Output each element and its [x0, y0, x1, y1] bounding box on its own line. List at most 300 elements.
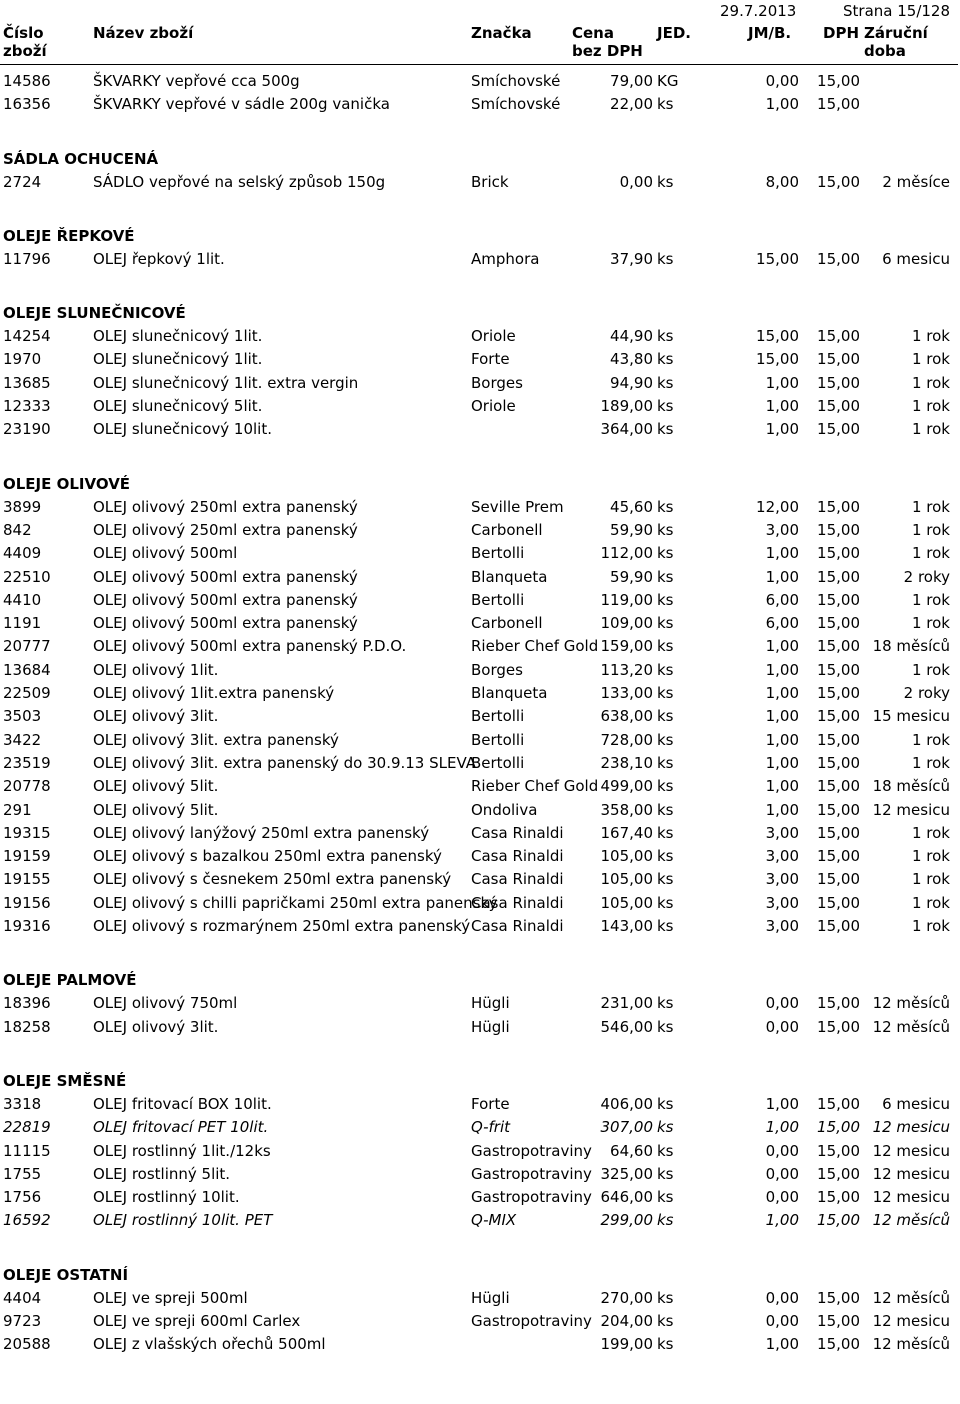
- item-unit: ks: [657, 1288, 674, 1307]
- item-warranty: 2 roky: [903, 567, 950, 586]
- item-warranty: 1 rok: [911, 870, 950, 889]
- item-jmb: 1,00: [765, 373, 799, 392]
- table-row: [0, 589, 960, 612]
- item-unit: ks: [657, 1335, 674, 1354]
- item-name: OLEJ olivový 1lit.: [93, 660, 219, 679]
- header-cena-2: bez DPH: [572, 42, 643, 60]
- item-unit: ks: [657, 544, 674, 563]
- item-dph: 15,00: [817, 1118, 860, 1137]
- item-brand: Carbonell: [471, 614, 543, 633]
- item-price: 119,00: [600, 590, 653, 609]
- item-id: 16356: [3, 95, 51, 114]
- item-id: 3422: [3, 730, 42, 749]
- header-cena: Cena: [572, 24, 614, 42]
- item-warranty: 12 měsíců: [872, 994, 950, 1013]
- item-unit: ks: [657, 660, 674, 679]
- item-name: OLEJ slunečnicový 1lit. extra vergin: [93, 373, 359, 392]
- table-row: [0, 775, 960, 798]
- item-price: 167,40: [600, 823, 653, 842]
- item-jmb: 8,00: [765, 172, 799, 191]
- item-price: 199,00: [600, 1335, 653, 1354]
- item-jmb: 6,00: [765, 590, 799, 609]
- item-jmb: 0,00: [765, 1188, 799, 1207]
- item-price: 22,00: [610, 95, 653, 114]
- item-price: 59,90: [610, 567, 653, 586]
- item-name: OLEJ slunečnicový 1lit.: [93, 350, 263, 369]
- item-unit: ks: [657, 800, 674, 819]
- item-unit: ks: [657, 1211, 674, 1230]
- item-brand: Casa Rinaldi: [471, 893, 564, 912]
- item-price: 37,90: [610, 249, 653, 268]
- header-cislo: Číslo: [3, 24, 44, 42]
- header-zarucni: Záruční: [864, 24, 928, 42]
- item-brand: Hügli: [471, 1288, 510, 1307]
- header-cislo-2: zboží: [3, 42, 47, 60]
- item-price: 307,00: [600, 1118, 653, 1137]
- item-dph: 15,00: [817, 1164, 860, 1183]
- item-name: OLEJ rostlinný 10lit.: [93, 1188, 240, 1207]
- table-row: [0, 171, 960, 194]
- item-dph: 15,00: [817, 847, 860, 866]
- item-unit: ks: [657, 1118, 674, 1137]
- item-name: OLEJ olivový s česnekem 250ml extra panenský: [93, 870, 452, 889]
- item-id: 18396: [3, 994, 51, 1013]
- item-jmb: 0,00: [765, 1311, 799, 1330]
- item-brand: Casa Rinaldi: [471, 847, 564, 866]
- item-warranty: 12 mesicu: [872, 1164, 950, 1183]
- item-jmb: 3,00: [765, 870, 799, 889]
- item-unit: ks: [657, 1094, 674, 1113]
- item-unit: ks: [657, 249, 674, 268]
- item-unit: ks: [657, 397, 674, 416]
- item-warranty: 1 rok: [911, 847, 950, 866]
- item-brand: Gastropotraviny: [471, 1188, 592, 1207]
- item-unit: ks: [657, 1017, 674, 1036]
- item-price: 728,00: [600, 730, 653, 749]
- table-row: [0, 1116, 960, 1139]
- item-price: 325,00: [600, 1164, 653, 1183]
- item-warranty: 1 rok: [911, 497, 950, 516]
- item-price: 45,60: [610, 497, 653, 516]
- item-id: 11796: [3, 249, 51, 268]
- item-price: 270,00: [600, 1288, 653, 1307]
- item-jmb: 1,00: [765, 730, 799, 749]
- price-list: [0, 70, 960, 1357]
- item-brand: Bertolli: [471, 590, 525, 609]
- section-gap: [0, 1233, 960, 1264]
- item-unit: ks: [657, 567, 674, 586]
- item-name: OLEJ řepkový 1lit.: [93, 249, 225, 268]
- report-date: 29.7.2013: [720, 2, 797, 20]
- item-jmb: 3,00: [765, 847, 799, 866]
- table-row: [0, 1016, 960, 1039]
- table-row: [0, 892, 960, 915]
- section-heading: OLEJE SLUNEČNICOVÉ: [3, 304, 186, 323]
- item-price: 546,00: [600, 1017, 653, 1036]
- item-id: 20588: [3, 1335, 51, 1354]
- item-id: 4410: [3, 590, 42, 609]
- table-row: [0, 822, 960, 845]
- item-dph: 15,00: [817, 1211, 860, 1230]
- item-unit: ks: [657, 994, 674, 1013]
- item-unit: ks: [657, 777, 674, 796]
- item-dph: 15,00: [817, 614, 860, 633]
- item-jmb: 1,00: [765, 1211, 799, 1230]
- item-jmb: 1,00: [765, 753, 799, 772]
- item-warranty: 2 měsíce: [882, 172, 950, 191]
- item-jmb: 1,00: [765, 420, 799, 439]
- item-unit: ks: [657, 753, 674, 772]
- item-brand: Casa Rinaldi: [471, 823, 564, 842]
- item-id: 19155: [3, 870, 51, 889]
- item-brand: Casa Rinaldi: [471, 917, 564, 936]
- item-brand: Hügli: [471, 994, 510, 1013]
- table-row: [0, 1186, 960, 1209]
- item-unit: ks: [657, 497, 674, 516]
- item-name: OLEJ olivový 250ml extra panenský: [93, 520, 358, 539]
- section-gap: [0, 117, 960, 148]
- item-id: 22819: [3, 1118, 51, 1137]
- item-unit: ks: [657, 327, 674, 346]
- item-warranty: 1 rok: [911, 327, 950, 346]
- item-dph: 15,00: [817, 660, 860, 679]
- item-id: 1970: [3, 350, 42, 369]
- section-heading: OLEJE SMĚSNÉ: [3, 1071, 127, 1090]
- item-brand: Carbonell: [471, 520, 543, 539]
- item-id: 842: [3, 520, 32, 539]
- table-row: [0, 542, 960, 565]
- item-price: 79,00: [610, 72, 653, 90]
- item-warranty: 1 rok: [911, 520, 950, 539]
- table-row: [0, 372, 960, 395]
- item-name: OLEJ olivový 500ml extra panenský P.D.O.: [93, 637, 407, 656]
- section-heading: OLEJE ŘEPKOVÉ: [3, 226, 135, 245]
- item-brand: Smíchovské: [471, 95, 561, 114]
- section-gap: [0, 194, 960, 225]
- table-row: [0, 566, 960, 589]
- item-unit: ks: [657, 590, 674, 609]
- item-name: OLEJ olivový s rozmarýnem 250ml extra panenský: [93, 917, 471, 936]
- item-id: 3318: [3, 1094, 42, 1113]
- item-brand: Oriole: [471, 327, 516, 346]
- item-jmb: 3,00: [765, 520, 799, 539]
- item-jmb: 0,00: [765, 1141, 799, 1160]
- item-warranty: 1 rok: [911, 893, 950, 912]
- item-brand: Smíchovské: [471, 72, 561, 90]
- header-doba: doba: [864, 42, 906, 60]
- item-brand: Bertolli: [471, 730, 525, 749]
- item-unit: ks: [657, 95, 674, 114]
- page-number-text: Strana 15/128: [843, 2, 950, 20]
- item-jmb: 15,00: [756, 327, 799, 346]
- item-dph: 15,00: [817, 893, 860, 912]
- item-id: 13685: [3, 373, 51, 392]
- item-warranty: 1 rok: [911, 420, 950, 439]
- item-dph: 15,00: [817, 800, 860, 819]
- table-row: [0, 799, 960, 822]
- item-id: 3899: [3, 497, 42, 516]
- item-jmb: 0,00: [765, 72, 799, 90]
- item-id: 11115: [3, 1141, 51, 1160]
- item-dph: 15,00: [817, 350, 860, 369]
- item-jmb: 3,00: [765, 893, 799, 912]
- item-jmb: 12,00: [756, 497, 799, 516]
- section-gap: [0, 442, 960, 473]
- item-name: OLEJ olivový 3lit. extra panenský: [93, 730, 339, 749]
- item-warranty: 12 mesicu: [872, 800, 950, 819]
- item-dph: 15,00: [817, 1017, 860, 1036]
- item-name: OLEJ olivový 250ml extra panenský: [93, 497, 358, 516]
- item-id: 1755: [3, 1164, 42, 1183]
- item-name: OLEJ slunečnicový 1lit.: [93, 327, 263, 346]
- item-brand: Borges: [471, 660, 523, 679]
- item-brand: Forte: [471, 350, 510, 369]
- item-warranty: 1 rok: [911, 614, 950, 633]
- item-price: 231,00: [600, 994, 653, 1013]
- item-warranty: 1 rok: [911, 730, 950, 749]
- item-name: OLEJ olivový 500ml extra panenský: [93, 590, 358, 609]
- item-dph: 15,00: [817, 72, 860, 90]
- item-brand: Bertolli: [471, 544, 525, 563]
- item-name: OLEJ olivový 3lit. extra panenský do 30.9.13 SLEVA: [93, 753, 477, 772]
- table-row: [0, 845, 960, 868]
- item-warranty: 1 rok: [911, 397, 950, 416]
- item-brand: Blanqueta: [471, 567, 548, 586]
- item-warranty: 6 mesicu: [882, 249, 950, 268]
- item-jmb: 1,00: [765, 637, 799, 656]
- table-row: [0, 659, 960, 682]
- item-jmb: 0,00: [765, 1288, 799, 1307]
- table-row: [0, 70, 960, 93]
- item-name: OLEJ fritovací PET 10lit.: [93, 1118, 269, 1137]
- item-warranty: 18 měsíců: [872, 777, 950, 796]
- item-unit: ks: [657, 373, 674, 392]
- table-row: [0, 1333, 960, 1356]
- item-warranty: 12 mesicu: [872, 1311, 950, 1330]
- item-id: 22509: [3, 684, 51, 703]
- item-name: OLEJ olivový 3lit.: [93, 707, 219, 726]
- item-dph: 15,00: [817, 497, 860, 516]
- item-id: 19316: [3, 917, 51, 936]
- item-name: OLEJ olivový s bazalkou 250ml extra panenský: [93, 847, 442, 866]
- item-brand: Amphora: [471, 249, 540, 268]
- item-id: 19156: [3, 893, 51, 912]
- item-dph: 15,00: [817, 397, 860, 416]
- item-id: 4404: [3, 1288, 42, 1307]
- item-jmb: 1,00: [765, 397, 799, 416]
- item-price: 112,00: [600, 544, 653, 563]
- item-name: OLEJ olivový 1lit.extra panenský: [93, 684, 335, 703]
- item-id: 22510: [3, 567, 51, 586]
- item-warranty: 1 rok: [911, 373, 950, 392]
- item-name: OLEJ olivový 500ml: [93, 544, 238, 563]
- header-jmb: JM/B.: [748, 24, 792, 42]
- table-row: [0, 915, 960, 938]
- item-dph: 15,00: [817, 95, 860, 114]
- table-row: [0, 325, 960, 348]
- item-unit: ks: [657, 172, 674, 191]
- table-row: [0, 248, 960, 271]
- item-warranty: 1 rok: [911, 660, 950, 679]
- item-dph: 15,00: [817, 1141, 860, 1160]
- item-jmb: 1,00: [765, 684, 799, 703]
- item-jmb: 1,00: [765, 1335, 799, 1354]
- item-name: OLEJ rostlinný 1lit./12ks: [93, 1141, 271, 1160]
- item-jmb: 0,00: [765, 994, 799, 1013]
- item-name: OLEJ slunečnicový 10lit.: [93, 420, 272, 439]
- item-price: 406,00: [600, 1094, 653, 1113]
- item-brand: Rieber Chef Gold: [471, 777, 599, 796]
- item-jmb: 1,00: [765, 1118, 799, 1137]
- item-jmb: 3,00: [765, 917, 799, 936]
- section-heading: OLEJE PALMOVÉ: [3, 971, 137, 990]
- table-row: [0, 612, 960, 635]
- item-warranty: 1 rok: [911, 823, 950, 842]
- item-dph: 15,00: [817, 1311, 860, 1330]
- item-id: 14586: [3, 72, 51, 90]
- item-jmb: 3,00: [765, 823, 799, 842]
- item-unit: ks: [657, 684, 674, 703]
- item-dph: 15,00: [817, 994, 860, 1013]
- item-unit: ks: [657, 1164, 674, 1183]
- item-jmb: 15,00: [756, 249, 799, 268]
- table-row: [0, 93, 960, 116]
- item-dph: 15,00: [817, 707, 860, 726]
- item-warranty: 1 rok: [911, 350, 950, 369]
- item-id: 23190: [3, 420, 51, 439]
- item-price: 133,00: [600, 684, 653, 703]
- item-dph: 15,00: [817, 1288, 860, 1307]
- item-unit: ks: [657, 730, 674, 749]
- item-brand: Q-frit: [471, 1118, 510, 1137]
- item-brand: Brick: [471, 172, 509, 191]
- table-row: [0, 1310, 960, 1333]
- table-row: [0, 752, 960, 775]
- item-unit: ks: [657, 420, 674, 439]
- table-row: [0, 1163, 960, 1186]
- table-row: [0, 496, 960, 519]
- item-dph: 15,00: [817, 327, 860, 346]
- item-warranty: 1 rok: [911, 753, 950, 772]
- item-dph: 15,00: [817, 590, 860, 609]
- item-name: OLEJ olivový 500ml extra panenský: [93, 614, 358, 633]
- table-row: [0, 705, 960, 728]
- item-dph: 15,00: [817, 684, 860, 703]
- item-dph: 15,00: [817, 249, 860, 268]
- item-dph: 15,00: [817, 917, 860, 936]
- item-price: 189,00: [600, 397, 653, 416]
- item-dph: 15,00: [817, 1335, 860, 1354]
- item-jmb: 1,00: [765, 660, 799, 679]
- item-price: 143,00: [600, 917, 653, 936]
- item-jmb: 1,00: [765, 800, 799, 819]
- item-name: OLEJ olivový lanýžový 250ml extra panenský: [93, 823, 430, 842]
- table-row: [0, 418, 960, 441]
- item-name: ŠKVARKY vepřové v sádle 200g vanička: [93, 95, 390, 114]
- item-warranty: 18 měsíců: [872, 637, 950, 656]
- item-brand: Q-MIX: [471, 1211, 517, 1230]
- item-unit: ks: [657, 614, 674, 633]
- section-heading: OLEJE OLIVOVÉ: [3, 474, 131, 493]
- item-warranty: 2 roky: [903, 684, 950, 703]
- item-name: OLEJ olivový 5lit.: [93, 800, 219, 819]
- item-name: ŠKVARKY vepřové cca 500g: [93, 72, 300, 90]
- item-dph: 15,00: [817, 567, 860, 586]
- item-name: OLEJ slunečnicový 5lit.: [93, 397, 263, 416]
- item-dph: 15,00: [817, 870, 860, 889]
- item-price: 113,20: [600, 660, 653, 679]
- table-row: [0, 1140, 960, 1163]
- item-dph: 15,00: [817, 1188, 860, 1207]
- item-id: 19159: [3, 847, 51, 866]
- item-id: 19315: [3, 823, 51, 842]
- table-row: [0, 729, 960, 752]
- item-unit: ks: [657, 1141, 674, 1160]
- item-name: SÁDLO vepřové na selský způsob 150g: [93, 172, 386, 191]
- item-id: 1756: [3, 1188, 42, 1207]
- item-unit: ks: [657, 1311, 674, 1330]
- table-row: [0, 992, 960, 1015]
- item-price: 204,00: [600, 1311, 653, 1330]
- item-brand: Casa Rinaldi: [471, 870, 564, 889]
- section-gap: [0, 1039, 960, 1070]
- item-brand: Blanqueta: [471, 684, 548, 703]
- item-jmb: 1,00: [765, 567, 799, 586]
- header-znacka: Značka: [471, 24, 532, 42]
- item-jmb: 1,00: [765, 544, 799, 563]
- item-brand: Bertolli: [471, 707, 525, 726]
- item-jmb: 1,00: [765, 95, 799, 114]
- item-unit: ks: [657, 1188, 674, 1207]
- item-warranty: 12 měsíců: [872, 1288, 950, 1307]
- item-price: 364,00: [600, 420, 653, 439]
- item-price: 499,00: [600, 777, 653, 796]
- item-id: 18258: [3, 1017, 51, 1036]
- item-price: 59,90: [610, 520, 653, 539]
- item-dph: 15,00: [817, 753, 860, 772]
- item-dph: 15,00: [817, 730, 860, 749]
- item-price: 43,80: [610, 350, 653, 369]
- item-id: 20778: [3, 777, 51, 796]
- item-warranty: 12 mesicu: [872, 1141, 950, 1160]
- item-dph: 15,00: [817, 637, 860, 656]
- item-warranty: 1 rok: [911, 544, 950, 563]
- item-price: 159,00: [600, 637, 653, 656]
- item-brand: Rieber Chef Gold: [471, 637, 599, 656]
- item-name: OLEJ olivový 3lit.: [93, 1017, 219, 1036]
- item-price: 105,00: [600, 870, 653, 889]
- item-warranty: 12 měsíců: [872, 1335, 950, 1354]
- item-dph: 15,00: [817, 520, 860, 539]
- item-id: 16592: [3, 1211, 51, 1230]
- item-unit: ks: [657, 870, 674, 889]
- item-jmb: 1,00: [765, 777, 799, 796]
- item-price: 44,90: [610, 327, 653, 346]
- table-row: [0, 635, 960, 658]
- item-price: 64,60: [610, 1141, 653, 1160]
- item-id: 4409: [3, 544, 42, 563]
- item-unit: ks: [657, 917, 674, 936]
- item-brand: Gastropotraviny: [471, 1164, 592, 1183]
- item-id: 9723: [3, 1311, 42, 1330]
- item-price: 238,10: [600, 753, 653, 772]
- item-warranty: 1 rok: [911, 590, 950, 609]
- item-price: 358,00: [600, 800, 653, 819]
- item-dph: 15,00: [817, 420, 860, 439]
- table-row: [0, 682, 960, 705]
- table-header: [0, 23, 960, 65]
- item-name: OLEJ rostlinný 5lit.: [93, 1164, 231, 1183]
